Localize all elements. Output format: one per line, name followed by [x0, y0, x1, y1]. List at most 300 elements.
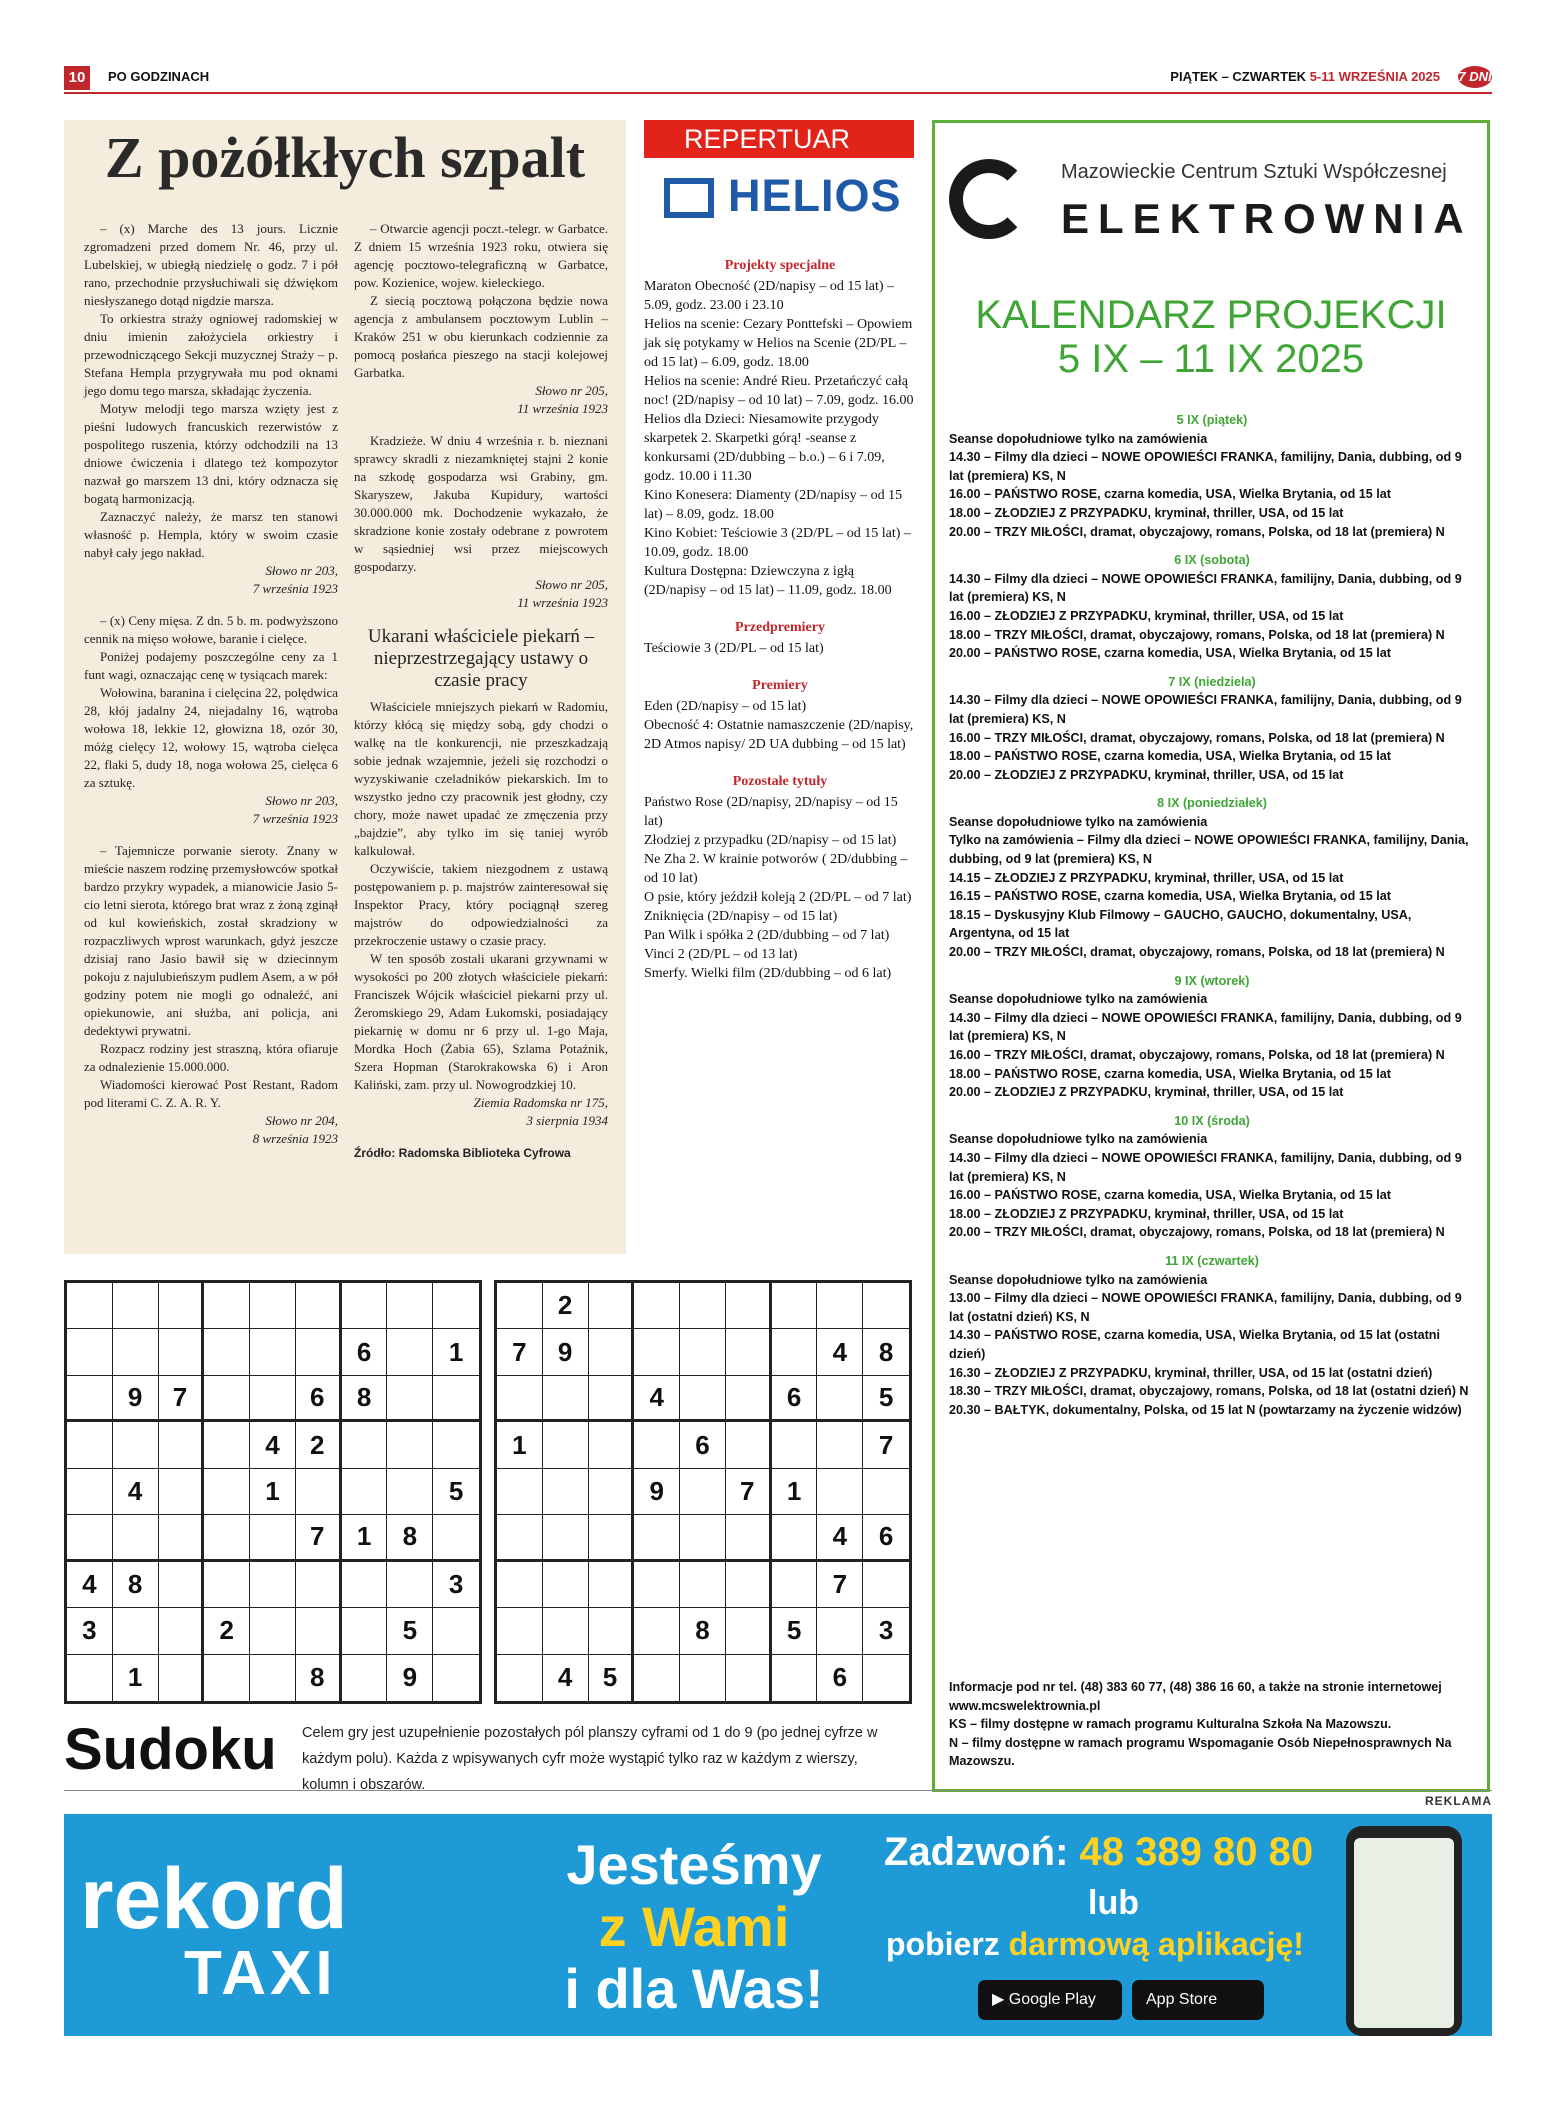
- sudoku-cell: [543, 1608, 589, 1654]
- helios-check-icon: [664, 178, 714, 218]
- page-number: 10: [64, 66, 90, 90]
- calendar-screening: 16.30 – ZŁODZIEJ Z PRZYPADKU, kryminał, thriller, USA, od 15 lat (ostatni dzień): [949, 1365, 1433, 1380]
- calendar-screening: 18.00 – PAŃSTWO ROSE, czarna komedia, USA, Wielka Brytania, od 15 lat: [949, 749, 1391, 764]
- ad-slogan: [504, 1834, 884, 2020]
- sudoku-cell: 7: [159, 1376, 205, 1422]
- sudoku-cell: 4: [113, 1469, 159, 1515]
- article-source: Słowo nr 203, 7 września 1923: [252, 563, 338, 596]
- sudoku-cell: 6: [342, 1329, 388, 1375]
- repertuar-list: [644, 252, 916, 997]
- page-header: [64, 66, 1492, 94]
- ad-brand: rekord: [80, 1851, 348, 1947]
- calendar-screening: 18.00 – ZŁODZIEJ Z PRZYPADKU, kryminał, thriller, USA, od 15 lat: [949, 1206, 1344, 1221]
- sudoku-grid-2: [494, 1280, 912, 1704]
- sudoku-cell: [387, 1562, 433, 1608]
- calendar-section: [932, 120, 1490, 1792]
- calendar-title-line1: KALENDARZ PROJEKCJI: [975, 293, 1447, 337]
- sudoku-cell: [342, 1469, 388, 1515]
- sudoku-cell: [159, 1515, 205, 1561]
- repertuar-item: Kino Kobiet: Teściowie 3 (2D/PL – od 15 lat) – 10.09, godz. 18.00: [644, 526, 911, 560]
- sudoku-cell: [67, 1376, 113, 1422]
- repertuar-item: Smerfy. Wielki film (2D/dubbing – od 6 lat): [644, 966, 892, 981]
- sudoku-cell: [817, 1422, 863, 1468]
- calendar-screening: 14.30 – Filmy dla dzieci – NOWE OPOWIEŚCI FRANKA, familijny, Dania, dubbing, od 9 lat (premiera) KS, N: [949, 571, 1462, 605]
- sudoku-cell: 1: [433, 1329, 479, 1375]
- repertuar-item: Pan Wilk i spółka 2 (2D/dubbing – od 7 lat): [644, 928, 890, 943]
- sudoku-cell: [634, 1562, 680, 1608]
- sudoku-cell: [342, 1608, 388, 1654]
- sudoku-cell: 4: [250, 1422, 296, 1468]
- sudoku-cell: 9: [113, 1376, 159, 1422]
- sudoku-cell: [589, 1376, 635, 1422]
- sudoku-cell: [634, 1283, 680, 1329]
- calendar-screening: 14.30 – Filmy dla dzieci – NOWE OPOWIEŚCI FRANKA, familijny, Dania, dubbing, od 9 lat (premiera) KS, N: [949, 1150, 1462, 1184]
- sudoku-cell: [433, 1376, 479, 1422]
- issue-date-prefix: PIĄTEK – CZWARTEK: [1170, 69, 1307, 84]
- repertuar-item: Maraton Obecność (2D/napisy – od 15 lat) – 5.09, godz. 23.00 i 23.10: [644, 279, 894, 313]
- sudoku-cell: 1: [342, 1515, 388, 1561]
- sudoku-cell: [680, 1376, 726, 1422]
- sudoku-cell: [589, 1515, 635, 1561]
- calendar-screening: 16.15 – PAŃSTWO ROSE, czarna komedia, USA, Wielka Brytania, od 15 lat: [949, 889, 1391, 904]
- article-source: Słowo nr 205, 11 września 1923: [517, 383, 608, 416]
- sudoku-cell: 8: [387, 1515, 433, 1561]
- sudoku-cell: [863, 1469, 909, 1515]
- sudoku-cell: 5: [433, 1469, 479, 1515]
- sudoku-cell: [863, 1283, 909, 1329]
- sudoku-grid-1: [64, 1280, 482, 1704]
- sudoku-cell: [726, 1283, 772, 1329]
- calendar-day: 5 IX (piątek): [1176, 413, 1248, 427]
- google-play-badge[interactable]: ▶ Google Play: [978, 1980, 1122, 2020]
- ad-or: lub: [1088, 1884, 1139, 1922]
- sudoku-cell: [296, 1469, 342, 1515]
- repertuar-item: O psie, który jeździł koleją 2 (2D/PL – od 7 lat): [644, 890, 912, 905]
- calendar-screening: 14.30 – PAŃSTWO ROSE, czarna komedia, USA, Wielka Brytania, od 15 lat (ostatni dzień): [949, 1328, 1440, 1361]
- sudoku-cell: [680, 1283, 726, 1329]
- calendar-screening: 14.30 – Filmy dla dzieci – NOWE OPOWIEŚCI FRANKA, familijny, Dania, dubbing, od 9 lat (premiera) KS, N: [949, 450, 1462, 483]
- sudoku-cell: [113, 1422, 159, 1468]
- calendar-screening: 20.00 – ZŁODZIEJ Z PRZYPADKU, kryminał, thriller, USA, od 15 lat: [949, 1085, 1344, 1100]
- sudoku-cell: [387, 1376, 433, 1422]
- sudoku-cell: 4: [817, 1329, 863, 1375]
- sudoku-cell: [342, 1655, 388, 1701]
- sudoku-cell: [67, 1283, 113, 1329]
- article-paragraph: – Tajemnicze porwanie sieroty. Znany w mieście naszem rodzinę przemysłowców spotkał bardzo przykry wypadek, a mianowicie Jasio 5-cio letni sierota, którego brat wraz z żoną zginął od kul kowieńskich, został skradziony w rozpaczliwych wprost warunkach, gdyż jeszcze dzisiaj rano Jasio bawił się w dziecinnym pokoju z najulubieńszym pudlem Asem, a w pół godziny potem nie mogli go odnaleźć, ani opiekunowie, ani służba, ani policja, ani dedektywi prywatni.: [84, 843, 338, 1038]
- sudoku-cell: [543, 1469, 589, 1515]
- sudoku-cell: [497, 1515, 543, 1561]
- sudoku-cell: [250, 1562, 296, 1608]
- sudoku-cell: 6: [680, 1422, 726, 1468]
- repertuar-item: Eden (2D/napisy – od 15 lat): [644, 699, 807, 714]
- sudoku-cell: [817, 1283, 863, 1329]
- sudoku-cell: [863, 1562, 909, 1608]
- old-papers-right-column: [354, 220, 608, 1162]
- article-paragraph: Kradzieże. W dniu 4 września r. b. nieznani sprawcy skradli z niezamkniętej stajni 2 konie na szkodę gospodarza wsi Grabiny, gm. Skaryszew, Jakuba Kupidury, wartości 30.000.000 mk. Dochodzenie wykazało, że skradzione konie zostały odebrane z powrotem w sąsiedniej wsi przez miejscowych gospodarzy.: [354, 433, 608, 574]
- calendar-day: 9 IX (wtorek): [1174, 973, 1250, 988]
- calendar-screening: 16.00 – PAŃSTWO ROSE, czarna komedia, USA, Wielka Brytania, od 15 lat: [949, 487, 1391, 502]
- calendar-day: 10 IX (środa): [1174, 1113, 1250, 1128]
- calendar-screening: Seanse dopołudniowe tylko na zamówienia: [949, 1272, 1208, 1287]
- sudoku-cell: [772, 1329, 818, 1375]
- ad-app: [886, 1926, 1304, 1963]
- calendar-screening: Seanse dopołudniowe tylko na zamówienia: [949, 814, 1208, 829]
- sudoku-cell: [204, 1562, 250, 1608]
- sudoku-cell: [67, 1329, 113, 1375]
- article-paragraph: – (x) Marche des 13 jours. Licznie zgromadzeni przed domem Nr. 46, przy ul. Lubelskiej, w ubiegłą niedzielę o godz. 7 i pół rano, przechodnie przysłuchiwali się dźwiękom niesłyszanego dotąd nigdzie marsza.: [84, 221, 338, 308]
- article-source: Słowo nr 203, 7 września 1923: [252, 793, 338, 826]
- sudoku-cell: 1: [497, 1422, 543, 1468]
- sudoku-cell: [680, 1469, 726, 1515]
- calendar-info-line: KS – filmy dostępne w ramach programu Kulturalna Szkoła Na Mazowszu.: [949, 1717, 1392, 1732]
- calendar-day: 11 IX (czwartek): [1165, 1253, 1259, 1268]
- sudoku-cell: [342, 1422, 388, 1468]
- sudoku-cell: 5: [589, 1655, 635, 1701]
- issue-date-range: 5-11 WRZEŚNIA 2025: [1309, 69, 1440, 84]
- sudoku-cell: [159, 1469, 205, 1515]
- old-papers-left-column: [84, 220, 338, 1162]
- repertuar-item: Helios na scenie: André Rieu. Przetańczyć całą noc! (2D/napisy – od 10 lat) – 7.09, godz. 16.00: [644, 374, 914, 408]
- sudoku-cell: 6: [772, 1376, 818, 1422]
- sudoku-cell: [159, 1422, 205, 1468]
- elektrownia-logo-icon: [949, 159, 1029, 239]
- article-paragraph: To orkiestra straży ogniowej radomskiej w dniu imienin założyciela orkiestry i przewodniczącego Sekcji muzycznej Straży – p. Stefana Hempla przygrywała mu pod oknami jego domu tego marsza, składając życzenia.: [84, 311, 338, 398]
- sudoku-cell: [387, 1469, 433, 1515]
- ad-slogan-1: Jesteśmy: [566, 1833, 822, 1896]
- sudoku-cell: [497, 1655, 543, 1701]
- sudoku-cell: 8: [863, 1329, 909, 1375]
- google-play-label: Google Play: [1008, 1991, 1096, 2008]
- newspaper-logo: 7 DNI: [1458, 66, 1492, 88]
- article-paragraph: Z siecią pocztową połączona będzie nowa agencja z ambulansem pocztowym Lublin – Kraków 251 w obu kierunkach codziennie za pomocą posłańca pieszego na stacji kolejowej Garbatka.: [354, 293, 608, 380]
- sudoku-cell: [296, 1608, 342, 1654]
- sudoku-cell: 1: [250, 1469, 296, 1515]
- sudoku-cell: 3: [433, 1562, 479, 1608]
- sudoku-cell: [543, 1376, 589, 1422]
- sudoku-cell: [634, 1608, 680, 1654]
- old-papers-title: Z pożółkłych szpalt: [104, 125, 586, 190]
- article-paragraph: Rozpacz rodziny jest straszną, która ofiaruje za odnalezienie 15.000.000.: [84, 1041, 338, 1074]
- calendar-screening: Seanse dopołudniowe tylko na zamówienia: [949, 1132, 1208, 1147]
- repertuar-item: Kino Konesera: Diamenty (2D/napisy – od 15 lat) – 8.09, godz. 18.00: [644, 488, 903, 522]
- sudoku-cell: 9: [387, 1655, 433, 1701]
- sudoku-cell: [680, 1655, 726, 1701]
- sudoku-cell: [204, 1515, 250, 1561]
- sudoku-cell: 8: [113, 1562, 159, 1608]
- sudoku-cell: [680, 1562, 726, 1608]
- sudoku-cell: [589, 1608, 635, 1654]
- calendar-schedule: [949, 407, 1475, 1425]
- sudoku-cell: [250, 1329, 296, 1375]
- sudoku-cell: 5: [772, 1608, 818, 1654]
- rekord-taxi-ad: [64, 1814, 1492, 2036]
- article-paragraph: Wołowina, baranina i cielęcina 22, polędwica 28, kłój jadalny 24, niejadalny 16, wątroba wołowa 18, lekkie 12, głowizna 18, ozór 30, móżg cielęcy 12, wołowy 15, wątroba cielęca 22, flaki 5, dudy 18, noga wołowa 25, cielęca 6 za sztukę.: [84, 685, 338, 790]
- article-paragraph: – (x) Ceny mięsa. Z dn. 5 b. m. podwyższono cennik na mięso wołowe, baranie i cielęce.: [84, 613, 338, 646]
- article-heading: Ukarani właściciele piekarń – nieprzestrzegający ustawy o czasie pracy: [367, 626, 595, 691]
- calendar-screening: 16.00 – TRZY MIŁOŚCI, dramat, obyczajowy, romans, Polska, od 18 lat (premiera) N: [949, 1048, 1445, 1062]
- calendar-info-line: N – filmy dostępne w ramach programu Wspomaganie Osób Niepełnosprawnych Na Mazowszu.: [949, 1735, 1452, 1769]
- calendar-screening: 16.00 – TRZY MIŁOŚCI, dramat, obyczajowy, romans, Polska, od 18 lat (premiera) N: [949, 730, 1445, 745]
- sudoku-cell: [817, 1469, 863, 1515]
- sudoku-cell: [543, 1562, 589, 1608]
- sudoku-cell: [204, 1283, 250, 1329]
- phone-map-screen: [1354, 1838, 1454, 2028]
- sudoku-cell: [589, 1422, 635, 1468]
- sudoku-cell: [497, 1376, 543, 1422]
- sudoku-cell: 7: [817, 1562, 863, 1608]
- repertuar-heading: Przedpremiery: [735, 620, 825, 635]
- calendar-screening: 18.00 – ZŁODZIEJ Z PRZYPADKU, kryminał, thriller, USA, od 15 lat: [949, 505, 1344, 520]
- sudoku-cell: [726, 1329, 772, 1375]
- sudoku-cell: [159, 1329, 205, 1375]
- sudoku-cell: 2: [296, 1422, 342, 1468]
- sudoku-cell: [159, 1608, 205, 1654]
- sudoku-cell: [433, 1608, 479, 1654]
- sudoku-cell: 9: [543, 1329, 589, 1375]
- calendar-day: 7 IX (niedziela): [1168, 674, 1256, 689]
- sudoku-cell: [204, 1469, 250, 1515]
- ad-brand-sub: TAXI: [184, 1939, 337, 2008]
- calendar-screening: 16.00 – PAŃSTWO ROSE, czarna komedia, USA, Wielka Brytania, od 15 lat: [949, 1188, 1391, 1203]
- issue-date: [1170, 69, 1440, 84]
- calendar-info: [949, 1678, 1479, 1771]
- sudoku-cell: [543, 1422, 589, 1468]
- calendar-title: [935, 293, 1487, 381]
- sudoku-cell: [113, 1515, 159, 1561]
- article-paragraph: Wiadomości kierować Post Restant, Radom pod literami C. Z. A. R. Y.: [84, 1077, 338, 1110]
- sudoku-cell: 8: [680, 1608, 726, 1654]
- source-credit: Źródło: Radomska Biblioteka Cyfrowa: [354, 1146, 571, 1160]
- sudoku-cell: [817, 1608, 863, 1654]
- sudoku-cell: 7: [726, 1469, 772, 1515]
- repertuar-item: Złodziej z przypadku (2D/napisy – od 15 lat): [644, 833, 897, 848]
- sudoku-cell: [250, 1283, 296, 1329]
- calendar-screening: 20.30 – BAŁTYK, dokumentalny, Polska, od 15 lat N (powtarzamy na życzenie widzów): [949, 1402, 1462, 1417]
- sudoku-cell: [113, 1283, 159, 1329]
- app-store-label: App Store: [1146, 1991, 1218, 2008]
- sudoku-cell: [67, 1422, 113, 1468]
- sudoku-cell: 6: [863, 1515, 909, 1561]
- sudoku-cell: [296, 1329, 342, 1375]
- sudoku-cell: [67, 1469, 113, 1515]
- sudoku-cell: [726, 1422, 772, 1468]
- repertuar-item: Obecność 4: Ostatnie namaszczenie (2D/napisy, 2D Atmos napisy/ 2D UA dubbing – od 15 lat): [644, 718, 914, 752]
- sudoku-cell: [204, 1655, 250, 1701]
- sudoku-cell: [296, 1562, 342, 1608]
- calendar-screening: 14.30 – Filmy dla dzieci – NOWE OPOWIEŚCI FRANKA, familijny, Dania, dubbing, od 9 lat (premiera) KS, N: [949, 1010, 1462, 1044]
- ad-call: [884, 1830, 1313, 1875]
- sudoku-cell: 7: [497, 1329, 543, 1375]
- sudoku-cell: [433, 1422, 479, 1468]
- calendar-day: 8 IX (poniedziałek): [1157, 796, 1267, 811]
- org-name: ELEKTROWNIA: [1061, 195, 1473, 242]
- sudoku-cell: [204, 1376, 250, 1422]
- sudoku-cell: [497, 1283, 543, 1329]
- calendar-screening: 20.00 – TRZY MIŁOŚCI, dramat, obyczajowy, romans, Polska, od 18 lat (premiera) N: [949, 945, 1445, 960]
- sudoku-cell: 6: [296, 1376, 342, 1422]
- app-store-badge[interactable]: [1132, 1980, 1264, 2020]
- sudoku-cell: [589, 1469, 635, 1515]
- sudoku-cell: [772, 1515, 818, 1561]
- sudoku-cell: [772, 1562, 818, 1608]
- article-paragraph: Oczywiście, takiem niezgodnem z ustawą postępowaniem p. p. majstrów zainteresował się Inspektor Pracy, który pociągnął szereg majstrów do odpowiedzialności za przekroczenie ustawy o czasie pracy.: [354, 861, 608, 948]
- article-source: Ziemia Radomska nr 175, 3 sierpnia 1934: [473, 1095, 608, 1128]
- calendar-screening: 20.00 – ZŁODZIEJ Z PRZYPADKU, kryminał, thriller, USA, od 15 lat: [949, 767, 1344, 782]
- sudoku-cell: [680, 1515, 726, 1561]
- sudoku-cell: 6: [817, 1655, 863, 1701]
- repertuar-item: Państwo Rose (2D/napisy, 2D/napisy – od 15 lat): [644, 795, 898, 829]
- sudoku-cell: [387, 1329, 433, 1375]
- sudoku-cell: [159, 1283, 205, 1329]
- sudoku-cell: 1: [113, 1655, 159, 1701]
- article-source: Słowo nr 204, 8 września 1923: [252, 1113, 338, 1146]
- calendar-screening: 20.00 – TRZY MIŁOŚCI, dramat, obyczajowy, romans, Polska, od 18 lat (premiera) N: [949, 524, 1445, 539]
- article-paragraph: – Otwarcie agencji poczt.-telegr. w Garbatce. Z dniem 15 września 1923 roku, otwiera się agencję pocztowo-telegraficzną w Garbatce, pow. Kozienice, wojew. kieleckiego.: [354, 221, 608, 290]
- repertuar-item: Helios na scenie: Cezary Ponttefski – Opowiem jak się potykamy w Helios na Scenie (2D/PL – od 15 lat) – 6.09, godz. 18.00: [644, 317, 913, 370]
- ad-slogan-3: i dla Was!: [564, 1957, 824, 2020]
- sudoku-cell: [387, 1422, 433, 1468]
- sudoku-cell: [634, 1329, 680, 1375]
- ad-call-label: Zadzwoń:: [884, 1830, 1069, 1874]
- sudoku-cell: 4: [817, 1515, 863, 1561]
- sudoku-cell: [680, 1329, 726, 1375]
- sudoku-cell: [250, 1655, 296, 1701]
- calendar-day: 6 IX (sobota): [1174, 553, 1250, 568]
- sudoku-cell: [433, 1655, 479, 1701]
- calendar-screening: 13.00 – Filmy dla dzieci – NOWE OPOWIEŚCI FRANKA, familijny, Dania, dubbing, od 9 lat (ostatni dzień) KS, N: [949, 1291, 1462, 1324]
- calendar-screening: Tylko na zamówienia – Filmy dla dzieci – NOWE OPOWIEŚCI FRANKA, familijny, Dania, dubbing, od 9 lat (premiera) KS, N: [949, 833, 1469, 867]
- sudoku-cell: [726, 1515, 772, 1561]
- sudoku-cell: 7: [863, 1422, 909, 1468]
- sudoku-cell: 1: [772, 1469, 818, 1515]
- ad-app-highlight: darmową aplikację!: [1008, 1926, 1304, 1962]
- sudoku-cell: [634, 1422, 680, 1468]
- article-paragraph: Zaznaczyć należy, że marsz ten stanowi własność p. Hempla, który w swoim czasie nabył cały jego nakład.: [84, 509, 338, 560]
- sudoku-cell: 7: [296, 1515, 342, 1561]
- sudoku-cell: [296, 1283, 342, 1329]
- sudoku-cell: [204, 1329, 250, 1375]
- sudoku-cell: [589, 1283, 635, 1329]
- sudoku-cell: [726, 1376, 772, 1422]
- article-paragraph: Motyw melodji tego marsza wzięty jest z pieśni ludowych francuskich rezerwistów z pospolitego ruszenia, którzy odchodzili na 13 dniowe ćwiczenia i dlatego też kompozytor nazwał go marszem 13 dni, który odznacza się bogatą harmonizacją.: [84, 401, 338, 506]
- sudoku-cell: [342, 1283, 388, 1329]
- org-line: Mazowieckie Centrum Sztuki Współczesnej: [1061, 161, 1447, 183]
- sudoku-cell: [817, 1376, 863, 1422]
- calendar-screening: 16.00 – ZŁODZIEJ Z PRZYPADKU, kryminał, thriller, USA, od 15 lat: [949, 608, 1344, 623]
- sudoku-cell: 4: [67, 1562, 113, 1608]
- article-source: Słowo nr 205, 11 września 1923: [517, 577, 608, 610]
- calendar-screening: 14.30 – Filmy dla dzieci – NOWE OPOWIEŚCI FRANKA, familijny, Dania, dubbing, od 9 lat (premiera) KS, N: [949, 693, 1462, 726]
- sudoku-cell: [159, 1655, 205, 1701]
- sudoku-cell: [772, 1283, 818, 1329]
- sudoku-cell: [497, 1469, 543, 1515]
- sudoku-cell: [497, 1608, 543, 1654]
- repertuar-item: Vinci 2 (2D/PL – od 13 lat): [644, 947, 798, 962]
- section-title: PO GODZINACH: [108, 69, 210, 84]
- ad-phone: 48 389 80 80: [1079, 1830, 1314, 1874]
- repertuar-heading: Projekty specjalne: [724, 258, 836, 273]
- sudoku-cell: [433, 1283, 479, 1329]
- repertuar-item: Ne Zha 2. W krainie potworów ( 2D/dubbing – od 10 lat): [644, 852, 908, 886]
- sudoku-cell: [113, 1608, 159, 1654]
- sudoku-cell: [726, 1562, 772, 1608]
- old-papers-section: [64, 120, 626, 1254]
- sudoku-cell: 3: [863, 1608, 909, 1654]
- sudoku-cell: [772, 1655, 818, 1701]
- sudoku-cell: [589, 1329, 635, 1375]
- sudoku-cell: [726, 1608, 772, 1654]
- repertuar-heading: Pozostałe tytuły: [732, 774, 828, 789]
- calendar-screening: 18.00 – PAŃSTWO ROSE, czarna komedia, USA, Wielka Brytania, od 15 lat: [949, 1066, 1391, 1081]
- sudoku-cell: [863, 1655, 909, 1701]
- sudoku-cell: [250, 1608, 296, 1654]
- sudoku-cell: 5: [863, 1376, 909, 1422]
- calendar-info-line: Informacje pod nr tel. (48) 383 60 77, (48) 386 16 60, a także na stronie internetowej www.mcswelektrownia.pl: [949, 1680, 1442, 1713]
- repertuar-item: Teściowie 3 (2D/PL – od 15 lat): [644, 641, 824, 656]
- sudoku-cell: 5: [387, 1608, 433, 1654]
- helios-logo: HELIOS: [728, 170, 902, 221]
- calendar-screening: 18.30 – TRZY MIŁOŚCI, dramat, obyczajowy, romans, Polska, od 18 lat (ostatni dzień) N: [949, 1384, 1469, 1399]
- sudoku-cell: [113, 1329, 159, 1375]
- sudoku-cell: [67, 1655, 113, 1701]
- calendar-screening: 18.15 – Dyskusyjny Klub Filmowy – GAUCHO, GAUCHO, dokumentalny, USA, Argentyna, od 15 lat: [949, 907, 1412, 941]
- sudoku-cell: [250, 1376, 296, 1422]
- repertuar-bar: REPERTUAR: [644, 120, 914, 158]
- repertuar-item: Kultura Dostępna: Dziewczyna z igłą (2D/napisy – od 15 lat) – 11.09, godz. 18.00: [644, 564, 892, 598]
- calendar-title-line2: 5 IX – 11 IX 2025: [1057, 337, 1365, 381]
- calendar-screening: 18.00 – TRZY MIŁOŚCI, dramat, obyczajowy, romans, Polska, od 18 lat (premiera) N: [949, 627, 1445, 642]
- sudoku-cell: [387, 1283, 433, 1329]
- sudoku-cell: [67, 1515, 113, 1561]
- ad-slogan-2: z Wami: [598, 1895, 790, 1958]
- sudoku-title: Sudoku: [64, 1717, 277, 1782]
- sudoku-instructions: Celem gry jest uzupełnienie pozostałych pól planszy cyframi od 1 do 9 (po jednej cyfrze w każdym polu). Każda z wpisywanych cyfr może wystąpić tylko raz w każdym z wierszy, kolumn i obszarów.: [302, 1725, 878, 1793]
- sudoku-cell: 8: [296, 1655, 342, 1701]
- sudoku-cell: 9: [634, 1469, 680, 1515]
- sudoku-cell: 8: [342, 1376, 388, 1422]
- sudoku-cell: [204, 1422, 250, 1468]
- calendar-screening: 20.00 – PAŃSTWO ROSE, czarna komedia, USA, Wielka Brytania, od 15 lat: [949, 646, 1391, 661]
- ad-app-label: pobierz: [886, 1926, 1000, 1962]
- article-paragraph: W ten sposób zostali ukarani grzywnami w wysokości po 200 złotych właściciele piekarń: Franciszek Wójcik właściciel piekarni przy ul. Żeromskiego 29, Adam Łukomski, posiadający piekarnię w domu nr 6 przy ul. 1-go Maja, Mordka Hoch (Żabia 65), Szlama Potaźnik, Szera Hopman (Starokrakowska 6) i Aron Kaliński, zam. przy ul. Nowogrodzkiej 10.: [354, 951, 608, 1092]
- ad-section-label: REKLAMA: [64, 1790, 1492, 1811]
- sudoku-cell: [772, 1422, 818, 1468]
- sudoku-cell: [250, 1515, 296, 1561]
- calendar-screening: 20.00 – TRZY MIŁOŚCI, dramat, obyczajowy, romans, Polska, od 18 lat (premiera) N: [949, 1225, 1445, 1240]
- repertuar-item: Zniknięcia (2D/napisy – od 15 lat): [644, 909, 838, 924]
- sudoku-cell: 2: [543, 1283, 589, 1329]
- sudoku-cell: [589, 1562, 635, 1608]
- article-paragraph: Właściciele mniejszych piekarń w Radomiu, którzy kłócą się między sobą, gdy chodzi o walkę na tle konkurencji, nie przeszkadzają sobie jednak wzajemnie, jeżeli się rozchodzi o wyzyskiwanie czeladników piekarskich. Im to wszystko jedno czy pracownik jest głodny, czy chory, może nawet upadać ze zmęczenia przy „bajdzie”, aby tylko im się taniej wyrób kalkulował.: [354, 699, 608, 858]
- sudoku-cell: [726, 1655, 772, 1701]
- calendar-screening: Seanse dopołudniowe tylko na zamówienia: [949, 431, 1208, 446]
- sudoku-cell: [543, 1515, 589, 1561]
- sudoku-cell: 4: [634, 1376, 680, 1422]
- sudoku-cell: [342, 1562, 388, 1608]
- sudoku-cell: 2: [204, 1608, 250, 1654]
- sudoku-cell: [634, 1515, 680, 1561]
- sudoku-cell: [634, 1655, 680, 1701]
- sudoku-cell: [159, 1562, 205, 1608]
- sudoku-cell: 4: [543, 1655, 589, 1701]
- repertuar-heading: Premiery: [752, 678, 808, 693]
- sudoku-cell: [433, 1515, 479, 1561]
- sudoku-cell: [497, 1562, 543, 1608]
- article-paragraph: Poniżej podajemy poszczególne ceny za 1 funt wagi, oznaczając cenę w tysiącach marek:: [84, 649, 338, 682]
- calendar-screening: Seanse dopołudniowe tylko na zamówienia: [949, 992, 1208, 1007]
- sudoku-cell: 3: [67, 1608, 113, 1654]
- calendar-screening: 14.15 – ZŁODZIEJ Z PRZYPADKU, kryminał, thriller, USA, od 15 lat: [949, 870, 1344, 885]
